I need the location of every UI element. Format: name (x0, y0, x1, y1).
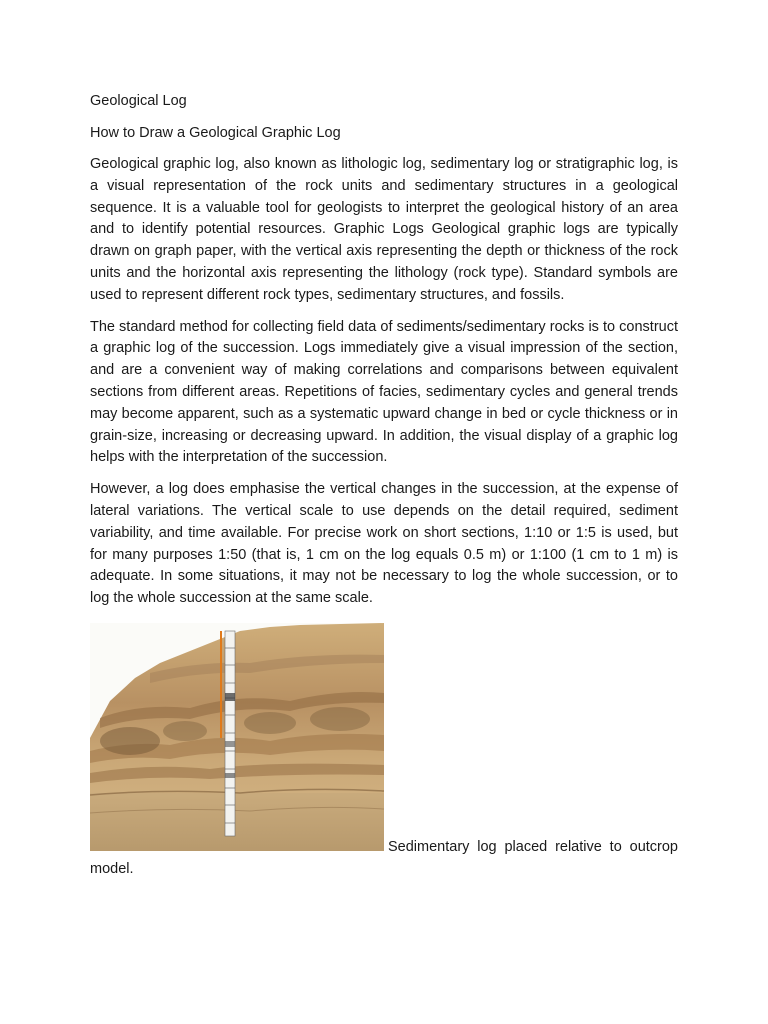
document-title: Geological Log (90, 93, 187, 109)
paragraph-2: The standard method for collecting field data of sediments/sedimentary rocks is to construct a graphic log of the succession. Logs immediately give a visual impression of the section, and are a convenient way of making correlations and comparisons between equivalent sections from different areas. Repetitions of facies, sedimentary cycles and general trends may become apparent, such as a systematic upward change in bed or cycle thickness or in grain-size, increasing or decreasing upward. In addition, the visual display of a graphic log helps with the interpretation of the succession. (90, 318, 678, 466)
outcrop-illustration (90, 623, 384, 851)
paragraph-1: Geological graphic log, also known as lithologic log, sedimentary log or stratigraphic log, is a visual representation of the rock units and sedimentary structures in a geological sequence. It is a valuable tool for geologists to interpret the geological history of an area and to identify potential resources. Graphic Logs Geological graphic logs are typically drawn on graph paper, with the vertical axis representing the depth or thickness of the rock units and the horizontal axis representing the lithology (rock type). Standard symbols are used to represent different rock types, sedimentary structures, and fossils. (90, 156, 678, 303)
figure-caption-line-2: model. (90, 860, 134, 877)
figure-caption-line-1: Sedimentary log placed relative to outcrop (388, 838, 678, 855)
figure (90, 623, 678, 879)
section-heading: How to Draw a Geological Graphic Log (90, 125, 341, 141)
document-page (90, 90, 678, 879)
figure-caption (90, 837, 678, 881)
outcrop-photo (90, 623, 384, 851)
paragraph-3: However, a log does emphasise the vertical changes in the succession, at the expense of lateral variations. The vertical scale to use depends on the detail required, sediment variability, and time available. For precise work on short sections, 1:10 or 1:5 is used, but for many purposes 1:50 (that is, 1 cm on the log equals 0.5 m) or 1:100 (1 cm to 1 m) is adequate. In some situations, it may not be necessary to log the whole succession, or to log the whole succession at the same scale. (90, 481, 678, 607)
